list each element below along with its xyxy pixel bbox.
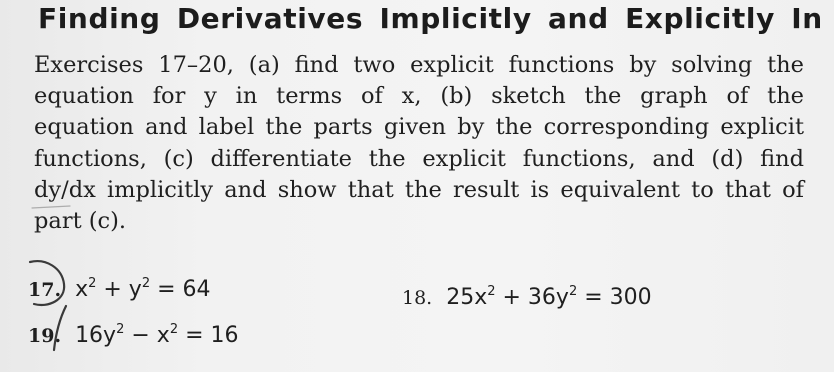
exercise-number: 18. [402,287,433,309]
exercise-number: 19. [28,325,62,347]
exercise-number: 17. [28,279,62,301]
instructions-line-6: part (c). [34,208,127,235]
instructions-line-5: dy/dx implicitly and show that the result is equivalent to that of [34,176,804,203]
exercise-equation: $16y^2 - x^2 = 16$ [75,322,239,348]
exercise-equation: $25x^2 + 36y^2 = 300$ [446,284,652,310]
instructions-line-3: equation and label the parts given by the corresponding explicit [34,114,804,141]
instructions-line-1: Exercises 17–20, (a) find two explicit functions by solving the [34,52,804,78]
instructions-line-2: equation for y in terms of x, (b) sketch the graph of the [34,83,804,110]
section-heading: Finding Derivatives Implicitly and Explicitly In [38,2,823,35]
instructions-line-4: functions, (c) differentiate the explicit functions, and (d) find [34,145,804,172]
exercise-equation: $x^2 + y^2 = 64$ [75,276,211,302]
pencil-slash-19 [54,306,66,350]
pencil-circle-17 [30,261,64,305]
pencil-underline-dydx [32,206,70,208]
